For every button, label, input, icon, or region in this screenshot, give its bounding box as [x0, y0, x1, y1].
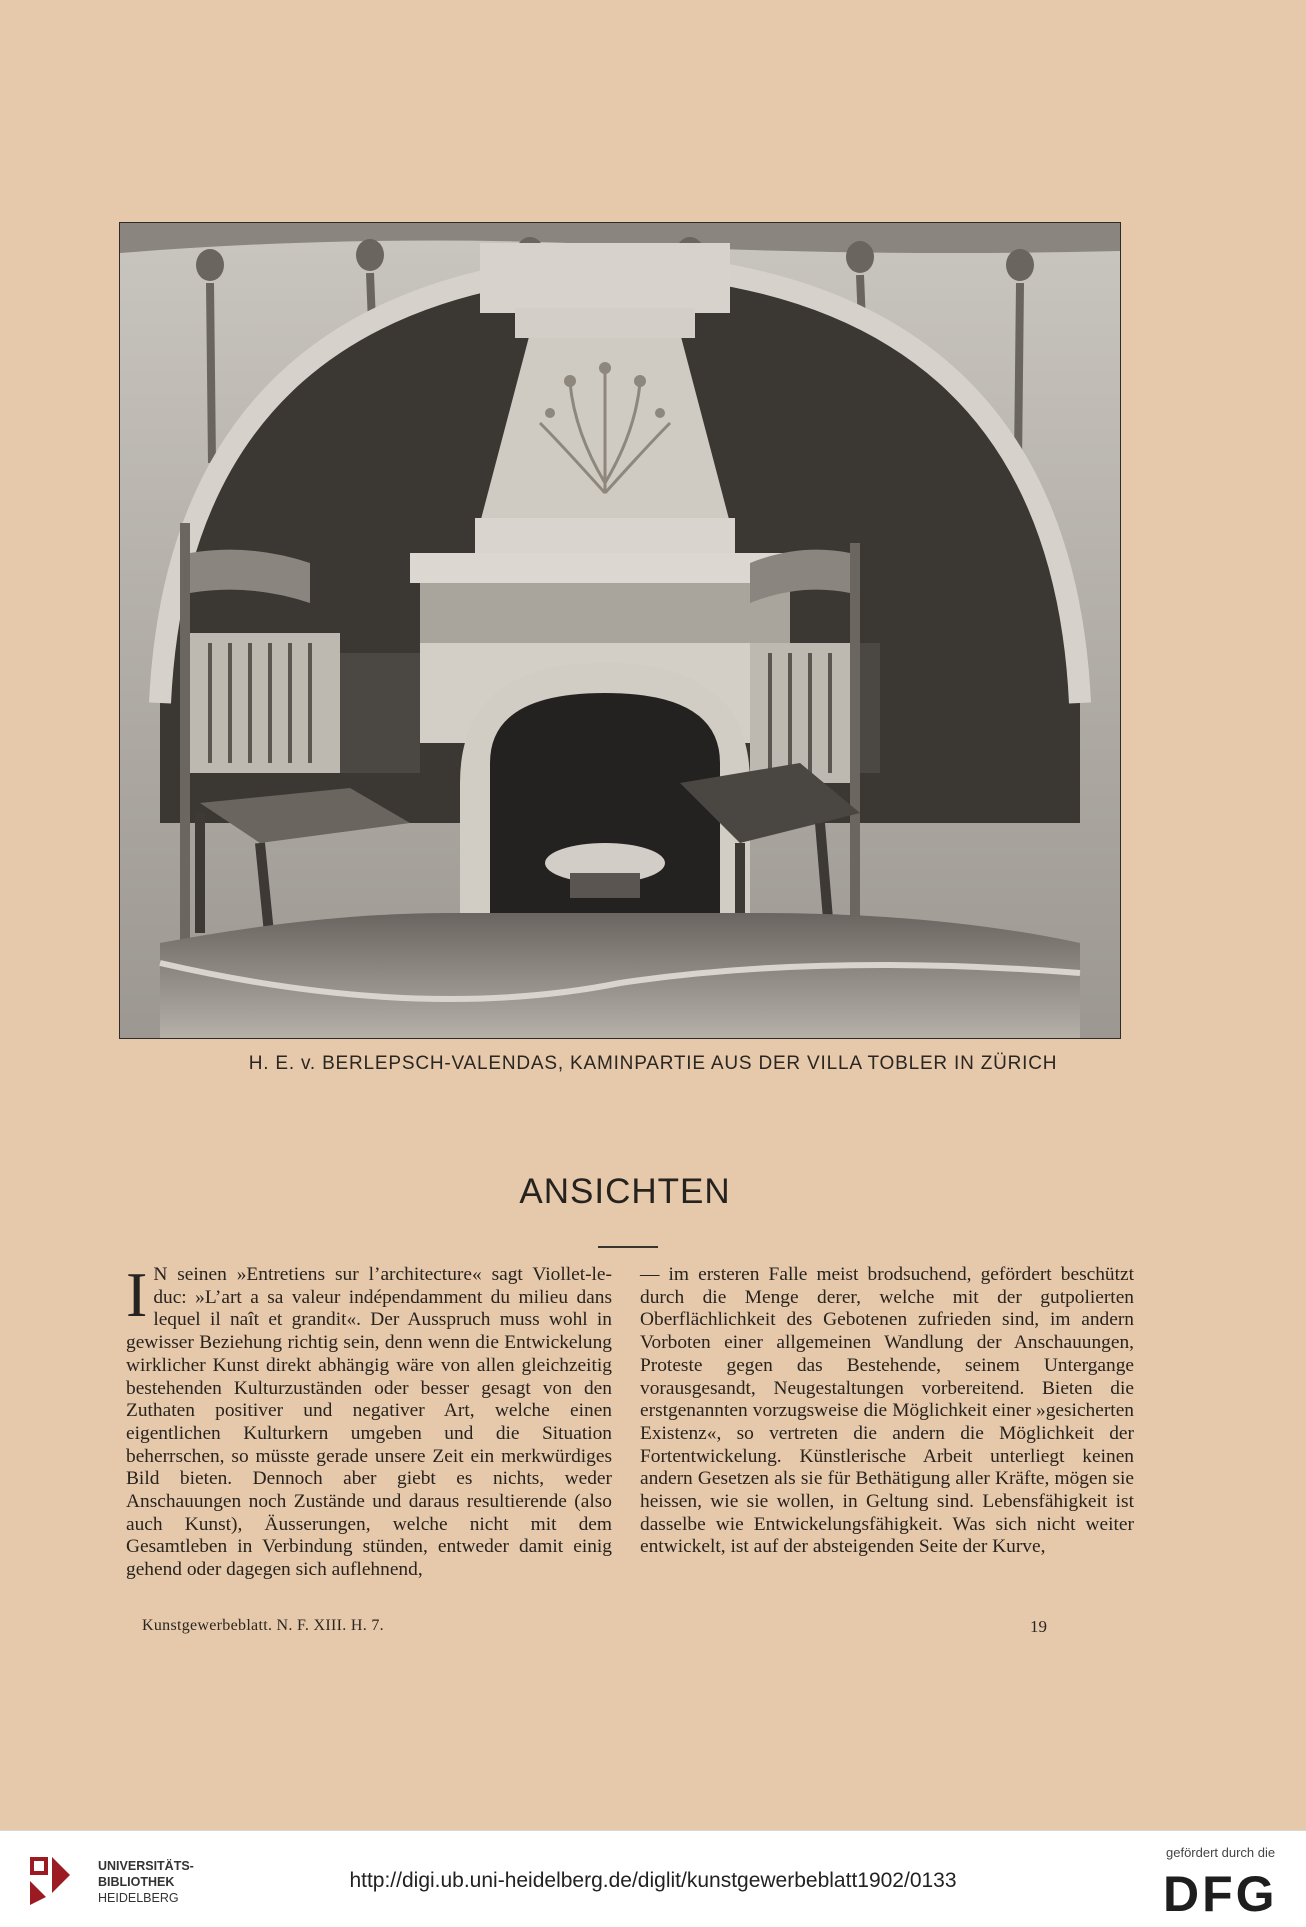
fireplace-photograph — [119, 222, 1121, 1039]
text-column-left — [126, 1259, 612, 1582]
journal-footer: Kunstgewerbeblatt. N. F. XIII. H. 7. — [142, 1617, 384, 1634]
page-number: 19 — [1030, 1617, 1047, 1636]
library-line-2: BIBLIOTHEK — [98, 1875, 175, 1889]
library-line-3: HEIDELBERG — [98, 1891, 179, 1905]
plate-caption: H. E. v. BERLEPSCH-VALENDAS, KAMINPARTIE AUS DER VILLA TOBLER IN ZÜRICH — [248, 1053, 1058, 1074]
permalink-url[interactable]: http://digi.ub.uni-heidelberg.de/diglit/kunstgewerbeblatt1902/0133 — [349, 1869, 957, 1892]
dfg-logo[interactable]: DFG — [1163, 1866, 1278, 1922]
article-title: ANSICHTEN — [519, 1172, 731, 1211]
left-column-text: N seinen »Entretiens sur l’architecture« sagt Viollet-le-duc: »L’art a sa valeur indépendamment du milieu dans lequel il naît et grandit«. Der Ausspruch muss wohl in gewisser Beziehung richtig sein, denn wenn die Entwickelung wirklicher Kunst direkt abhängig wäre von allen gleichzeitig bestehenden Kulturzuständen oder besser gesagt von den Zuthaten positiver und negativer Art, welche einen eigentlichen Kulturkern umgeben und die Situation beherrschen, so müsste gerade unsere Zeit ein merkwürdiges Bild bieten. Dennoch aber giebt es nichts, weder Anschauungen noch Zustände und daraus resultierende (also auch Kunst), Äusserungen, welche nicht mit dem Gesamtleben in Verbindung stünden, entweder damit einig gehend oder dagegen sich auflehnend, — [126, 1264, 612, 1581]
title-rule — [598, 1246, 658, 1248]
viewer-footer-bar — [0, 1830, 1306, 1927]
library-line-1: UNIVERSITÄTS- — [98, 1859, 194, 1873]
funded-by-label: gefördert durch die — [1166, 1845, 1276, 1860]
drop-cap: I — [126, 1259, 148, 1330]
text-column-right: — im ersteren Falle meist brodsuchend, gefördert beschützt durch die Menge derer, welche mit der gutpolierten Oberflächlichkeit des Gebotenen zufrieden sind, im andern Vorboten einer allgemeinen Wandlung der Anschauungen, Proteste gegen das Bestehende, seinem Untergange vorausgesandt, Neugestaltungen vorbereitend. Bieten die erstgenannten vorzugsweise die Möglichkeit einer »gesicherten Existenz«, so vertreten die andern die Möglichkeit der Fortentwickelung. Künstlerische Arbeit unterliegt keinen andern Gesetzen als sie für Bethätigung aller Kräfte, mögen sie heissen, wie sie wollen, in Geltung sind. Lebensfähigkeit ist dasselbe wie Entwickelungsfähigkeit. Was sich nicht weiter entwickelt, ist auf der absteigenden Seite der Kurve, — [640, 1264, 1134, 1558]
